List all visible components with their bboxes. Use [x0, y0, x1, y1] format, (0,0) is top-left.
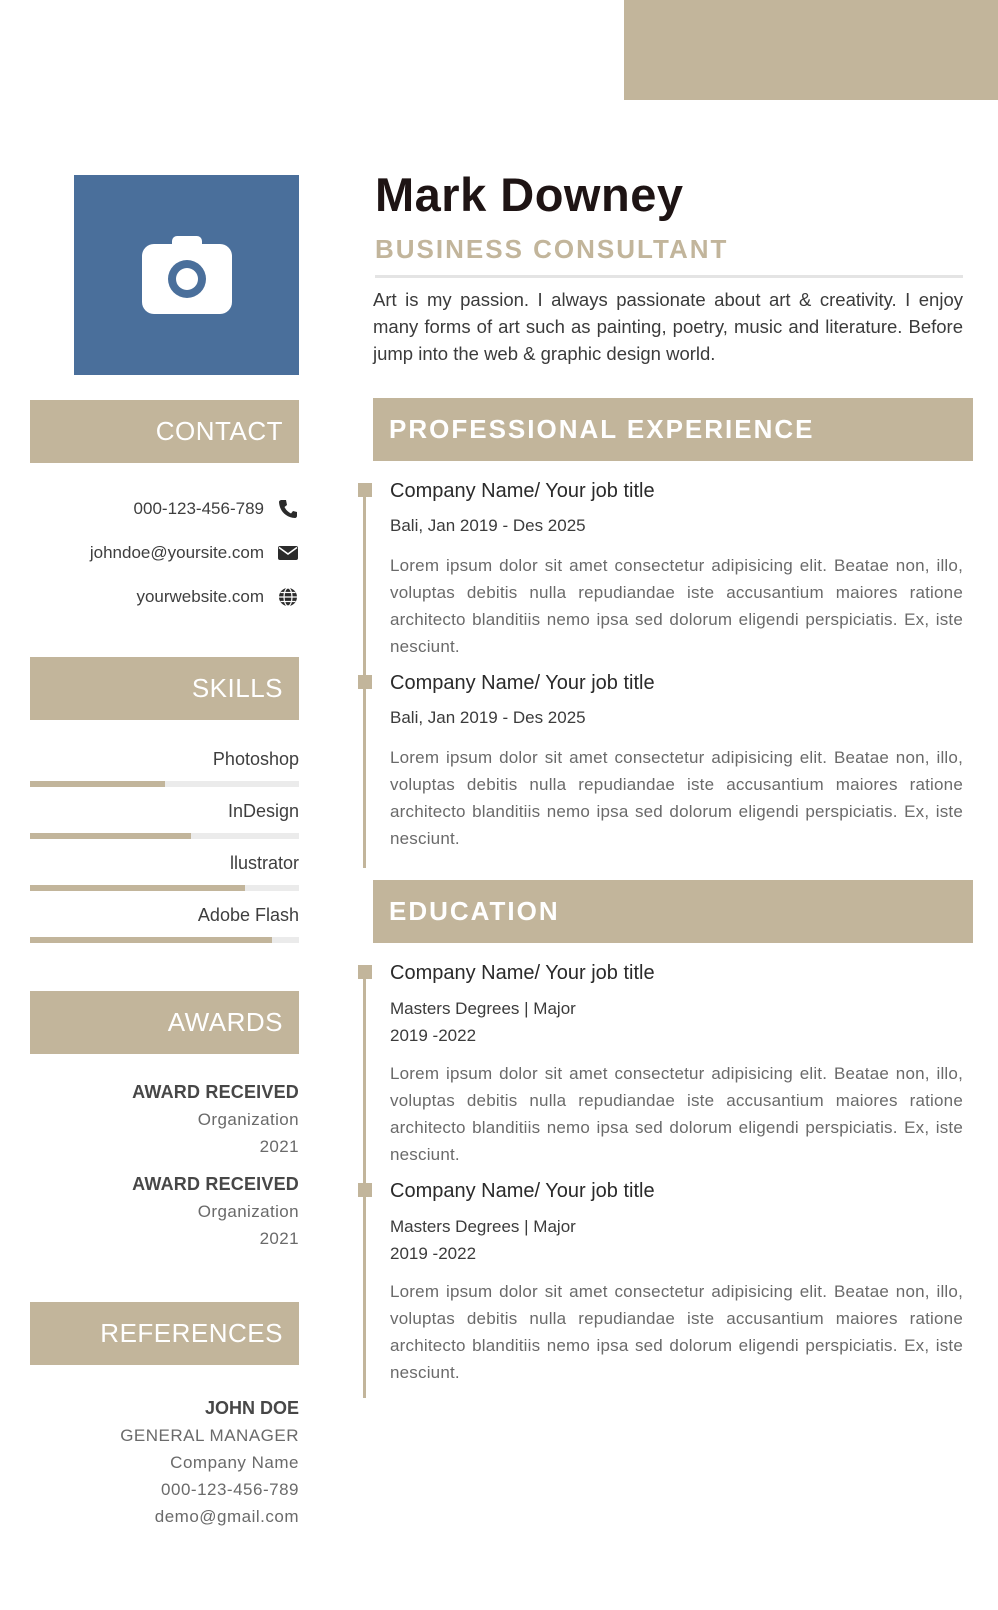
skills-heading: SKILLS: [30, 657, 299, 720]
entry-description: Lorem ipsum dolor sit amet consectetur adipisicing elit. Beatae non, illo, voluptas debitis nulla repudiandae iste accusantium maiores ratione architecto blanditiis nemo ipsa sed dolorum eligendi perspiciatis. Ex, iste nesciunt.: [390, 556, 963, 656]
award-title: AWARD RECEIVED: [132, 1174, 299, 1194]
skill-bar: [30, 833, 299, 839]
candidate-name: Mark Downey: [375, 168, 684, 221]
education-heading: EDUCATION: [373, 880, 973, 943]
entry-location-date: Bali, Jan 2019 - Des 2025: [390, 708, 586, 727]
globe-icon: [278, 587, 298, 607]
entry-title: Company Name/ Your job title: [390, 672, 655, 694]
contact-website-text: yourwebsite.com: [136, 587, 264, 606]
skill-bar-fill: [30, 937, 272, 943]
entry-description: Lorem ipsum dolor sit amet consectetur adipisicing elit. Beatae non, illo, voluptas debitis nulla repudiandae iste accusantium maiores ratione architecto blanditiis nemo ipsa sed dolorum eligendi perspiciatis. Ex, iste nesciunt.: [390, 1282, 963, 1382]
contact-phone[interactable]: [134, 497, 298, 521]
skill-label: llustrator: [229, 853, 299, 873]
camera-icon: [142, 236, 232, 314]
envelope-icon: [278, 543, 298, 563]
contact-email-text: johndoe@yoursite.com: [89, 543, 264, 562]
reference-phone: 000-123-456-789: [161, 1480, 299, 1499]
award-title: AWARD RECEIVED: [132, 1082, 299, 1102]
skill-bar: [30, 885, 299, 891]
skill-label: Photoshop: [212, 749, 299, 769]
timeline-marker: [358, 965, 372, 979]
contact-email[interactable]: [90, 541, 298, 565]
entry-description: Lorem ipsum dolor sit amet consectetur adipisicing elit. Beatae non, illo, voluptas debitis nulla repudiandae iste accusantium maiores ratione architecto blanditiis nemo ipsa sed dolorum eligendi perspiciatis. Ex, iste nesciunt.: [390, 1064, 963, 1164]
candidate-role: BUSINESS CONSULTANT: [375, 234, 729, 264]
award-item: [30, 1078, 299, 1160]
reference-name: JOHN DOE: [204, 1398, 299, 1418]
award-organization: Organization: [197, 1110, 299, 1129]
skill-indesign: [30, 799, 299, 839]
award-organization: Organization: [197, 1202, 299, 1221]
experience-entry: [390, 670, 963, 852]
reference-position: GENERAL MANAGER: [120, 1426, 299, 1445]
skill-bar: [30, 937, 299, 943]
profile-summary: Art is my passion. I always passionate about art & creativity. I enjoy many forms of art such as painting, poetry, music and literature. Before jump into the web & graphic design world.: [373, 289, 963, 364]
skill-bar-fill: [30, 833, 191, 839]
skill-bar-fill: [30, 885, 245, 891]
entry-title: Company Name/ Your job title: [390, 1180, 655, 1202]
timeline-marker: [358, 1183, 372, 1197]
profile-photo-placeholder[interactable]: [74, 175, 299, 375]
entry-location-date: Bali, Jan 2019 - Des 2025: [390, 516, 586, 535]
experience-entry: [390, 478, 963, 660]
entry-description: Lorem ipsum dolor sit amet consectetur adipisicing elit. Beatae non, illo, voluptas debitis nulla repudiandae iste accusantium maiores ratione architecto blanditiis nemo ipsa sed dolorum eligendi perspiciatis. Ex, iste nesciunt.: [390, 748, 963, 848]
education-entry: [390, 960, 963, 1168]
skill-photoshop: [30, 747, 299, 787]
entry-title: Company Name/ Your job title: [390, 962, 655, 984]
reference-item: [30, 1394, 299, 1530]
award-year: 2021: [259, 1229, 299, 1248]
references-heading: REFERENCES: [30, 1302, 299, 1365]
reference-company: Company Name: [170, 1453, 299, 1472]
award-year: 2021: [259, 1137, 299, 1156]
contact-heading: CONTACT: [30, 400, 299, 463]
entry-years: 2019 -2022: [390, 1244, 477, 1263]
role-divider: [375, 275, 963, 278]
skill-bar: [30, 781, 299, 787]
skill-label: InDesign: [227, 801, 299, 821]
phone-icon: [278, 499, 298, 519]
entry-degree: Masters Degrees | Major: [390, 999, 576, 1018]
contact-website[interactable]: [136, 585, 298, 609]
award-item: [30, 1170, 299, 1252]
awards-heading: AWARDS: [30, 991, 299, 1054]
entry-title: Company Name/ Your job title: [390, 480, 655, 502]
top-accent-block: [624, 0, 998, 100]
education-entry: [390, 1178, 963, 1386]
entry-years: 2019 -2022: [390, 1026, 477, 1045]
timeline-marker: [358, 483, 372, 497]
contact-phone-text: 000-123-456-789: [133, 499, 264, 518]
skill-adobe-flash: [30, 903, 299, 943]
skill-bar-fill: [30, 781, 165, 787]
entry-degree: Masters Degrees | Major: [390, 1217, 576, 1236]
reference-email[interactable]: demo@gmail.com: [154, 1507, 299, 1526]
skill-illustrator: [30, 851, 299, 891]
experience-heading: PROFESSIONAL EXPERIENCE: [373, 398, 973, 461]
skill-label: Adobe Flash: [197, 905, 299, 925]
timeline-marker: [358, 675, 372, 689]
